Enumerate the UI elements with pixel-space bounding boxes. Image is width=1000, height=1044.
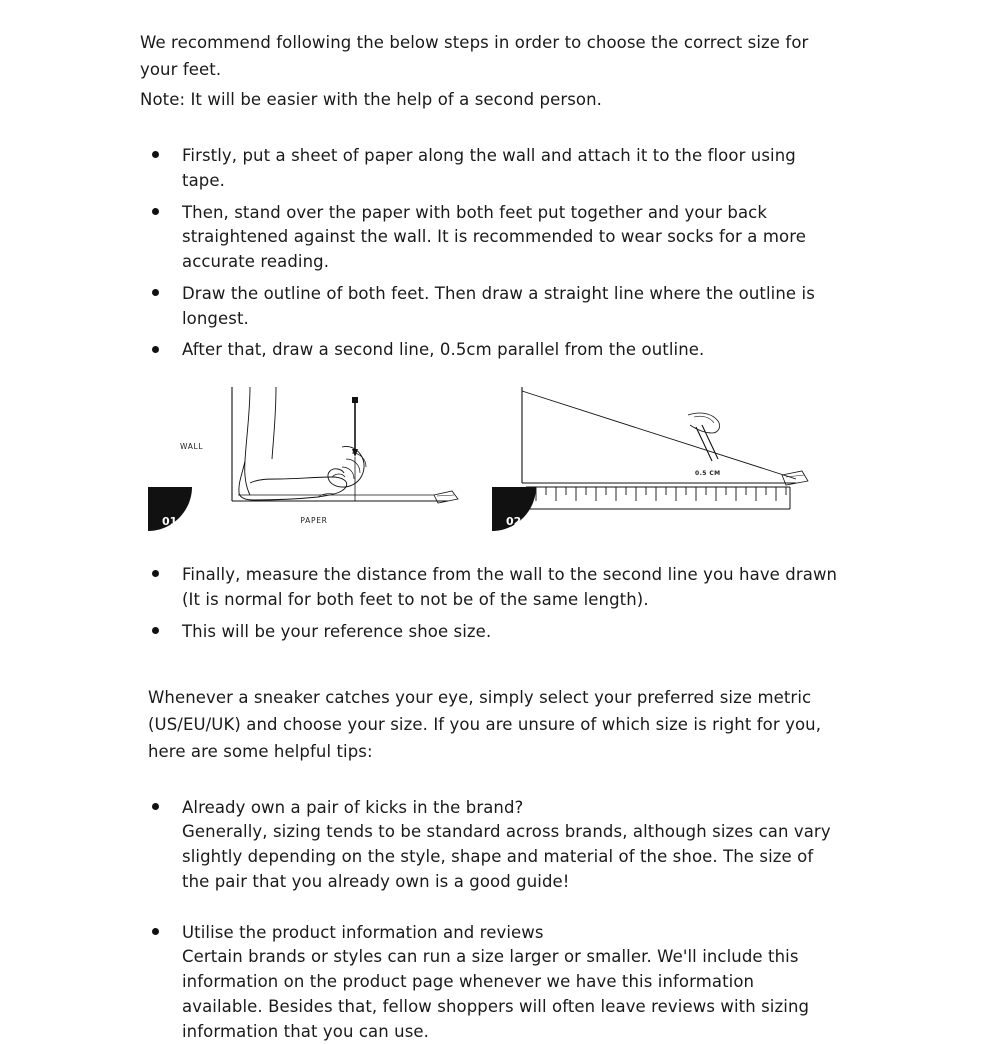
- figure-02-badge: 02: [506, 515, 522, 529]
- measuring-steps-continued-list: [140, 563, 840, 644]
- list-item: [140, 921, 840, 1044]
- list-item: [140, 201, 840, 275]
- list-item: [140, 620, 840, 645]
- tip-heading: Already own a pair of kicks in the brand?: [182, 797, 524, 817]
- figure-01-drawing: [146, 383, 476, 535]
- bullet-icon: [152, 208, 159, 215]
- bullet-icon: [152, 627, 159, 634]
- figure-02-ruler-measure: [490, 383, 820, 535]
- list-item: [140, 282, 840, 332]
- step-text: This will be your reference shoe size.: [182, 621, 492, 641]
- list-item: [140, 796, 840, 895]
- figure-01-foot-against-wall: [146, 383, 476, 535]
- figure-01-wall-label: WALL: [180, 442, 204, 452]
- figure-02-measure-label: 0.5 CM: [695, 470, 721, 478]
- intro-paragraph-1: We recommend following the below steps in order to choose the correct size for your feet.: [140, 33, 809, 79]
- figure-01-badge: 01: [162, 515, 178, 529]
- list-item: [140, 144, 840, 194]
- step-text: After that, draw a second line, 0.5cm parallel from the outline.: [182, 340, 705, 360]
- bullet-icon: [152, 289, 159, 296]
- tip-text: Generally, sizing tends to be standard across brands, although sizes can vary slightly depending on the style, shape and material of the shoe. The size of the pair that you already own is a good guide!: [182, 822, 831, 891]
- list-item: [140, 338, 840, 363]
- sizing-tips-list: [140, 796, 840, 1044]
- figure-01-paper-label: PAPER: [300, 516, 328, 526]
- step-text: Firstly, put a sheet of paper along the wall and attach it to the floor using tape.: [182, 146, 796, 190]
- illustration-row: [140, 383, 840, 543]
- bullet-icon: [152, 346, 159, 353]
- list-item: [140, 563, 840, 613]
- step-text: Draw the outline of both feet. Then draw a straight line where the outline is longest.: [182, 283, 815, 328]
- bullet-icon: [152, 151, 159, 158]
- figure-02-drawing: [490, 383, 820, 535]
- bullet-icon: [152, 928, 159, 935]
- tip-text: Certain brands or styles can run a size larger or smaller. We'll include this information on the product page whenever we have this information available. Besides that, fellow shoppers will often leave reviews with sizing information that you can use.: [182, 947, 810, 1041]
- tip-heading: Utilise the product information and reviews: [182, 922, 544, 942]
- step-text: Then, stand over the paper with both feet put together and your back straightened against the wall. It is recommended to wear socks for a more accurate reading.: [182, 202, 806, 272]
- intro-paragraph-2: Note: It will be easier with the help of a second person.: [140, 90, 603, 110]
- bullet-icon: [152, 570, 159, 577]
- bullet-icon: [152, 803, 159, 810]
- sizing-metric-paragraph: Whenever a sneaker catches your eye, simply select your preferred size metric (US/EU/UK) and choose your size. If you are unsure of which size is right for you, here are some helpful tips:: [148, 688, 822, 761]
- measuring-steps-list: [140, 144, 840, 363]
- step-text: Finally, measure the distance from the wall to the second line you have drawn (It is normal for both feet to not be of the same length).: [182, 565, 838, 609]
